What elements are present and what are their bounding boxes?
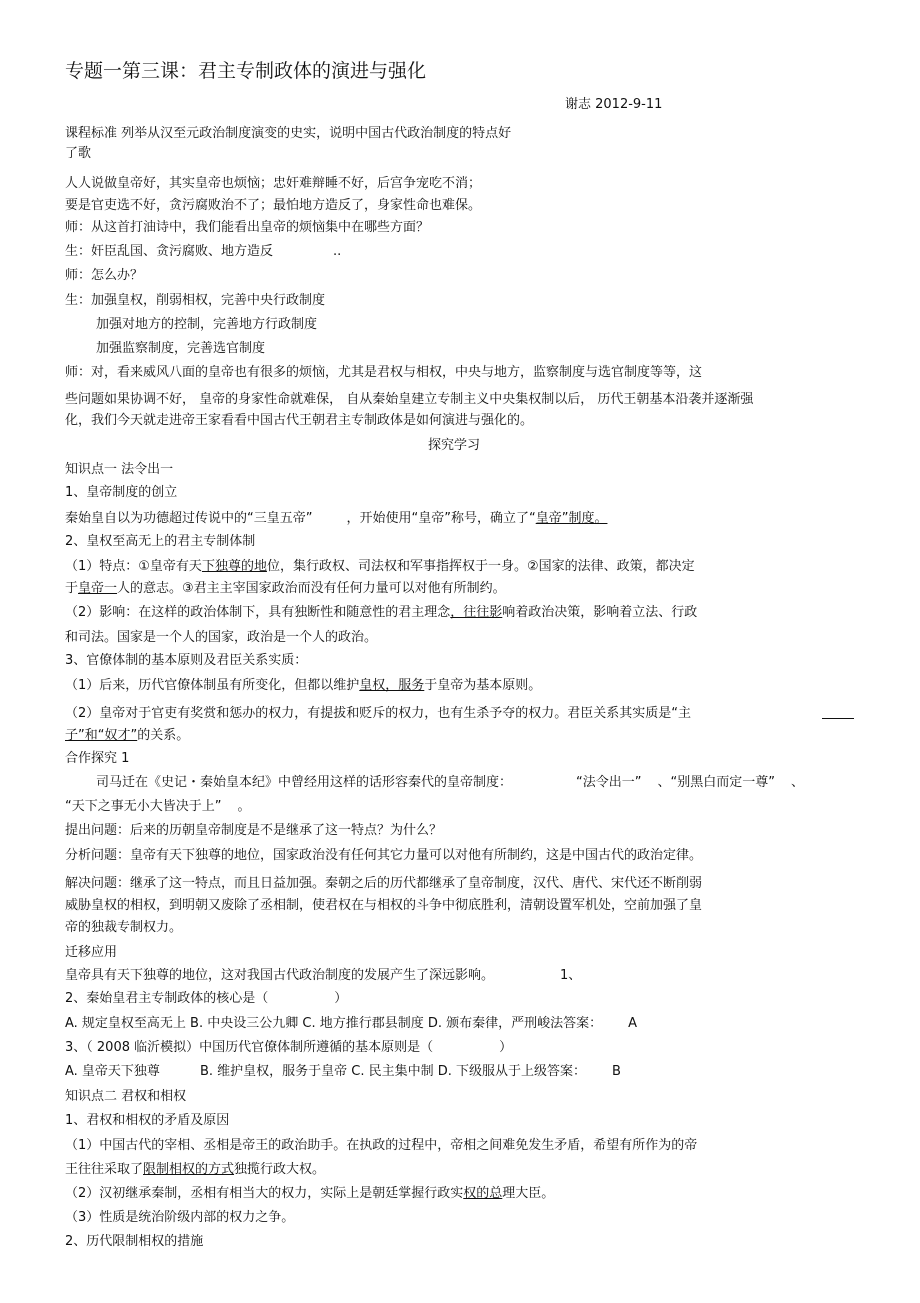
question-2: 2、秦始皇君主专制政体的核心是（ ） [65, 991, 348, 1006]
author-date: 谢志 2012-9-11 [565, 97, 663, 112]
k2-text-1: （1）中国古代的宰相、丞相是帝王的政治助手。在执政的过程中，帝相之间难免发生矛盾，希望有所作为的帝 [65, 1138, 698, 1153]
k2-subhead-2: 2、历代限制相权的措施 [65, 1234, 204, 1249]
teacher-question-2: 师：怎么办？ [65, 268, 144, 283]
k1-impact-1: （2）影响：在这样的政治体制下，具有独断性和随意性的君主理念，往往影响着政治决策，影响着立法、行政 [65, 605, 698, 620]
k1-text-1: 秦始皇自以为功德超过传说中的“三皇五帝” ，开始使用“皇帝”称号，确立了“皇帝”制度。 [65, 511, 608, 526]
ask-question: 提出问题：后来的历朝皇帝制度是不是继承了这一特点？为什么？ [65, 823, 443, 838]
student-answer-2c: 加强监察制度，完善选官制度 [96, 341, 266, 356]
question-2-options: A. 规定皇权至高无上 B. 中央设三公九卿 C. 地方推行郡县制度 D. 颁布秦律，严刑峻法答案： A [65, 1016, 638, 1031]
student-answer-2: 生：加强皇权，削弱相权，完善中央行政制度 [65, 293, 326, 308]
student-answer-2b: 加强对地方的控制，完善地方行政制度 [96, 317, 318, 332]
teacher-text-3: 化，我们今天就走进帝王家看看中国古代王朝君主专制政体是如何演进与强化的。 [65, 413, 534, 428]
analyze-question: 分析问题：皇帝有天下独尊的地位，国家政治没有任何其它力量可以对他有所制约，这是中国古代的政治定律。 [65, 848, 703, 863]
solve-2: 威胁皇权的相权，到明朝又废除了丞相制，使君权在与相权的斗争中彻底胜利，清朝设置军机处，空前加强了皇 [65, 898, 703, 913]
student-answer-1: 生：奸臣乱国、贪污腐败、地方造反 .. [65, 244, 342, 259]
section-explore: 探究学习 [428, 438, 481, 453]
teacher-question-1: 师：从这首打油诗中，我们能看出皇帝的烦恼集中在哪些方面？ [65, 220, 430, 235]
page-title: 专题一第三课：君主专制政体的演进与强化 [65, 60, 427, 82]
song-label: 了歌 [65, 146, 92, 161]
blank-line [822, 718, 854, 719]
poem-line-2: 要是官吏选不好，贪污腐败治不了；最怕地方造反了，身家性命也难保。 [65, 198, 482, 213]
k1-subhead-1: 1、皇帝制度的创立 [65, 485, 178, 500]
k1-principle-2b: 子”和“奴才”的关系。 [65, 728, 190, 743]
coop-quote-2: “天下之事无小大皆决于上” 。 [65, 799, 251, 814]
k2-text-3: （2）汉初继承秦制，丞相有相当大的权力，实际上是朝廷掌握行政实权的总理大臣。 [65, 1186, 555, 1201]
knowledge-point-1: 知识点一 法令出一 [65, 462, 174, 477]
k2-subhead-1: 1、君权和相权的矛盾及原因 [65, 1113, 230, 1128]
migrate-line: 皇帝具有天下独尊的地位，这对我国古代政治制度的发展产生了深远影响。 1、 [65, 968, 582, 983]
k1-principle-2: （2）皇帝对于官吏有奖赏和惩办的权力，有提拔和贬斥的权力，也有生杀予夺的权力。君臣关系其实质是“主 [65, 706, 692, 721]
coop-quote-1: 司马迁在《史记・秦始皇本纪》中曾经用这样的话形容秦代的皇帝制度： “法令出一” 、“别黑白而定一尊” 、 [96, 775, 804, 790]
course-standard: 课程标准 列举从汉至元政治制度演变的史实，说明中国古代政治制度的特点好 [65, 126, 512, 141]
teacher-text-1: 师：对，看来威风八面的皇帝也有很多的烦恼，尤其是君权与相权，中央与地方，监察制度与选官制度等等，这 [65, 365, 703, 380]
teacher-text-2: 些问题如果协调不好， 皇帝的身家性命就难保， 自从秦始皇建立专制主义中央集权制以后， 历代王朝基本沿袭并逐渐强 [65, 392, 754, 407]
k1-feature-2: 于皇帝一人的意志。③君主主宰国家政治而没有任何力量可以对他有所制约。 [65, 581, 506, 596]
question-3-options: A. 皇帝天下独尊 B. 维护皇权，服务于皇帝 C. 民主集中制 D. 下级服从于上级答案： B [65, 1064, 621, 1079]
k1-impact-2: 和司法。国家是一个人的国家，政治是一个人的政治。 [65, 630, 378, 645]
question-3: 3、（ 2008 临沂模拟）中国历代官僚体制所遵循的基本原则是（ ） [65, 1040, 513, 1055]
k1-subhead-3: 3、官僚体制的基本原则及君臣关系实质： [65, 653, 308, 668]
k1-principle-1: （1）后来，历代官僚体制虽有所变化，但都以维护皇权，服务于皇帝为基本原则。 [65, 678, 542, 693]
solve-3: 帝的独裁专制权力。 [65, 920, 183, 935]
knowledge-point-2: 知识点二 君权和相权 [65, 1089, 187, 1104]
migrate-title: 迁移应用 [65, 945, 118, 960]
k2-text-4: （3）性质是统治阶级内部的权力之争。 [65, 1210, 295, 1225]
coop-inquiry-title: 合作探究 1 [65, 751, 130, 766]
solve-1: 解决问题：继承了这一特点，而且日益加强。秦朝之后的历代都继承了皇帝制度，汉代、唐代、宋代还不断削弱 [65, 876, 703, 891]
k2-text-2: 王往往采取了限制相权的方式独揽行政大权。 [65, 1162, 326, 1177]
k1-feature-1: （1）特点：①皇帝有天下独尊的地位，集行政权、司法权和军事指挥权于一身。②国家的法律、政策，都决定 [65, 559, 695, 574]
poem-line-1: 人人说做皇帝好，其实皇帝也烦恼；忠奸难辩睡不好，后宫争宠吃不消； [65, 176, 482, 191]
k1-subhead-2: 2、皇权至高无上的君主专制体制 [65, 534, 256, 549]
